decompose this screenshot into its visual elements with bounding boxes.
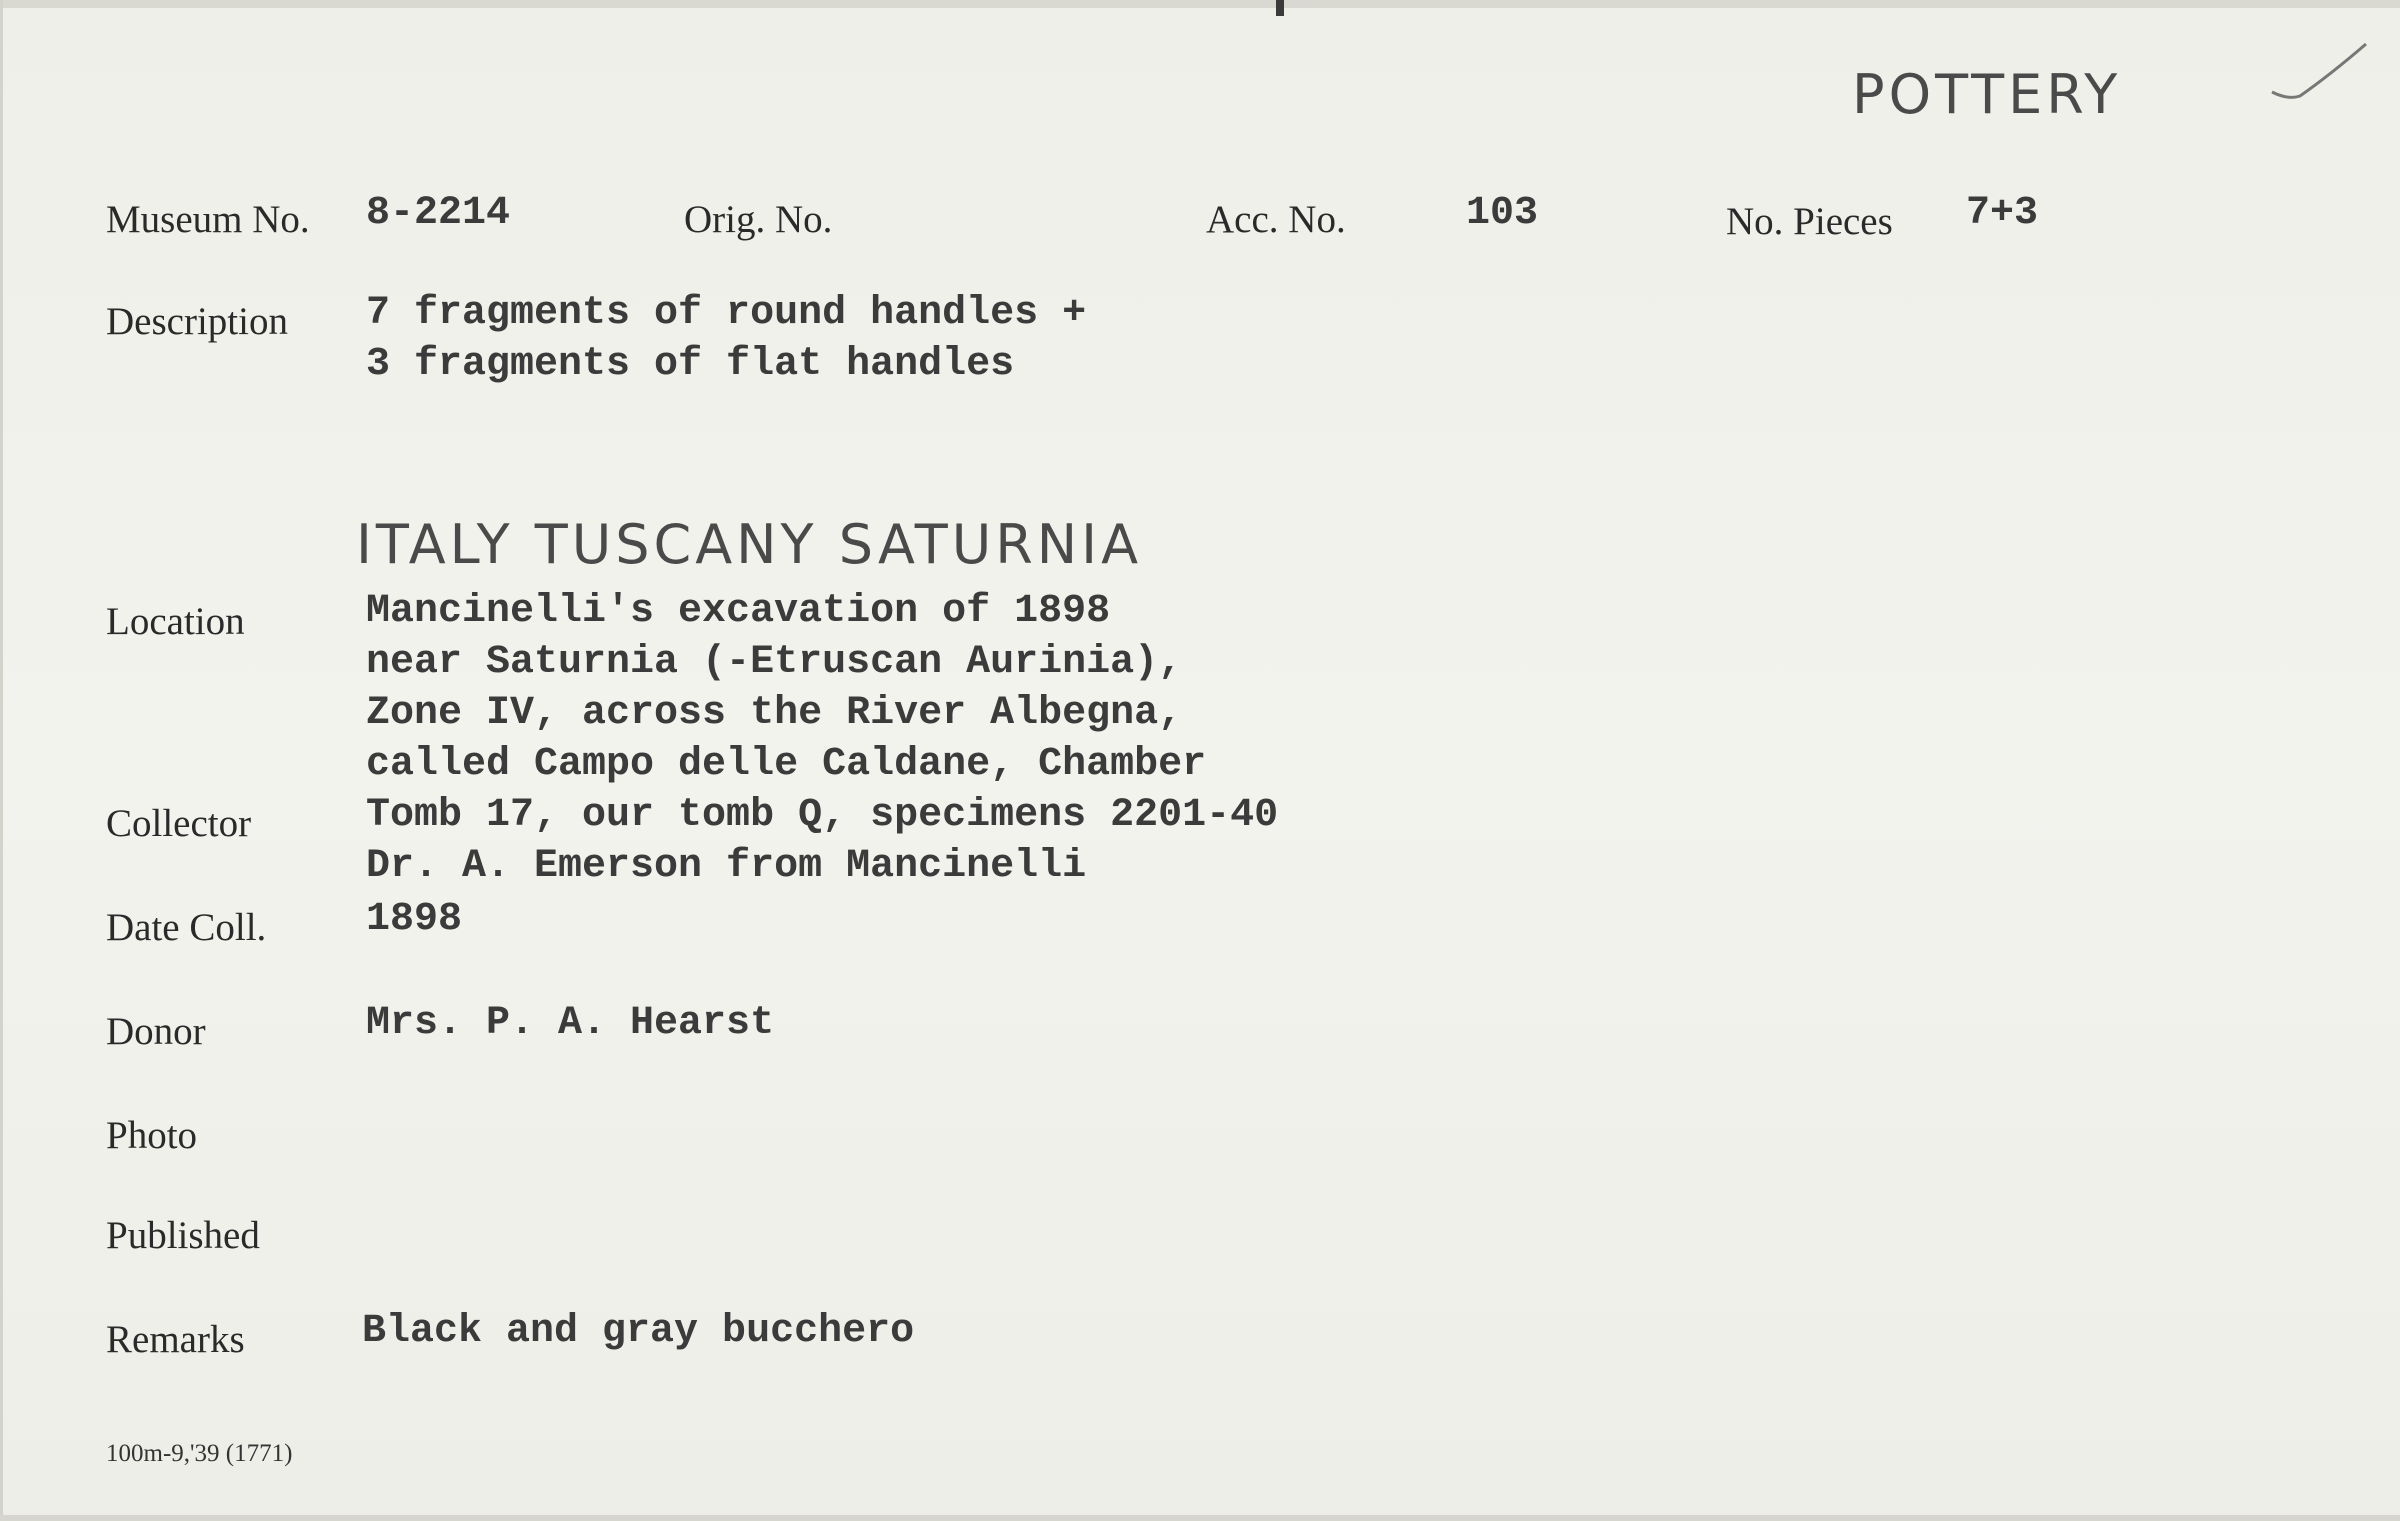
remarks-label: Remarks [106, 1318, 245, 1361]
card-top-edge [0, 0, 2400, 8]
acc-no-label: Acc. No. [1206, 198, 1346, 241]
date-coll-value: 1898 [366, 897, 463, 942]
location-line: Zone IV, across the River Albegna, [366, 691, 1183, 736]
card-top-notch [1276, 0, 1284, 16]
description-line: 7 fragments of round handles + [366, 291, 1087, 336]
photo-label: Photo [106, 1114, 198, 1157]
card-bottom-edge [0, 1515, 2400, 1521]
collector-label: Collector [106, 802, 252, 845]
card-left-edge [0, 0, 3, 1521]
check-mark-icon [2270, 40, 2370, 110]
orig-no-label: Orig. No. [684, 198, 833, 241]
location-stamp: ITALY TUSCANY SATURNIA [356, 513, 1143, 576]
date-coll-label: Date Coll. [106, 906, 267, 949]
published-label: Published [106, 1214, 260, 1257]
donor-value: Mrs. P. A. Hearst [366, 1001, 775, 1046]
location-line: called Campo delle Caldane, Chamber [366, 742, 1207, 787]
description-line: 3 fragments of flat handles [366, 342, 1015, 387]
category-stamp: POTTERY [1852, 63, 2122, 126]
location-line: near Saturnia (-Etruscan Aurinia), [366, 640, 1183, 685]
location-line: Mancinelli's excavation of 1898 [366, 589, 1111, 634]
donor-label: Donor [106, 1010, 206, 1053]
remarks-value: Black and gray bucchero [362, 1309, 915, 1354]
location-line: Tomb 17, our tomb Q, specimens 2201-40 [366, 793, 1279, 838]
no-pieces-label: No. Pieces [1726, 200, 1893, 243]
description-label: Description [106, 300, 288, 343]
description-value [366, 291, 1087, 396]
location-label: Location [106, 600, 245, 643]
print-code: 100m-9,'39 (1771) [106, 1440, 293, 1467]
no-pieces-value: 7+3 [1966, 191, 2039, 236]
acc-no-value: 103 [1466, 191, 1539, 236]
location-value [366, 589, 1279, 898]
museum-no-value: 8-2214 [366, 191, 511, 236]
location-line: Dr. A. Emerson from Mancinelli [366, 844, 1087, 889]
museum-no-label: Museum No. [106, 198, 310, 241]
